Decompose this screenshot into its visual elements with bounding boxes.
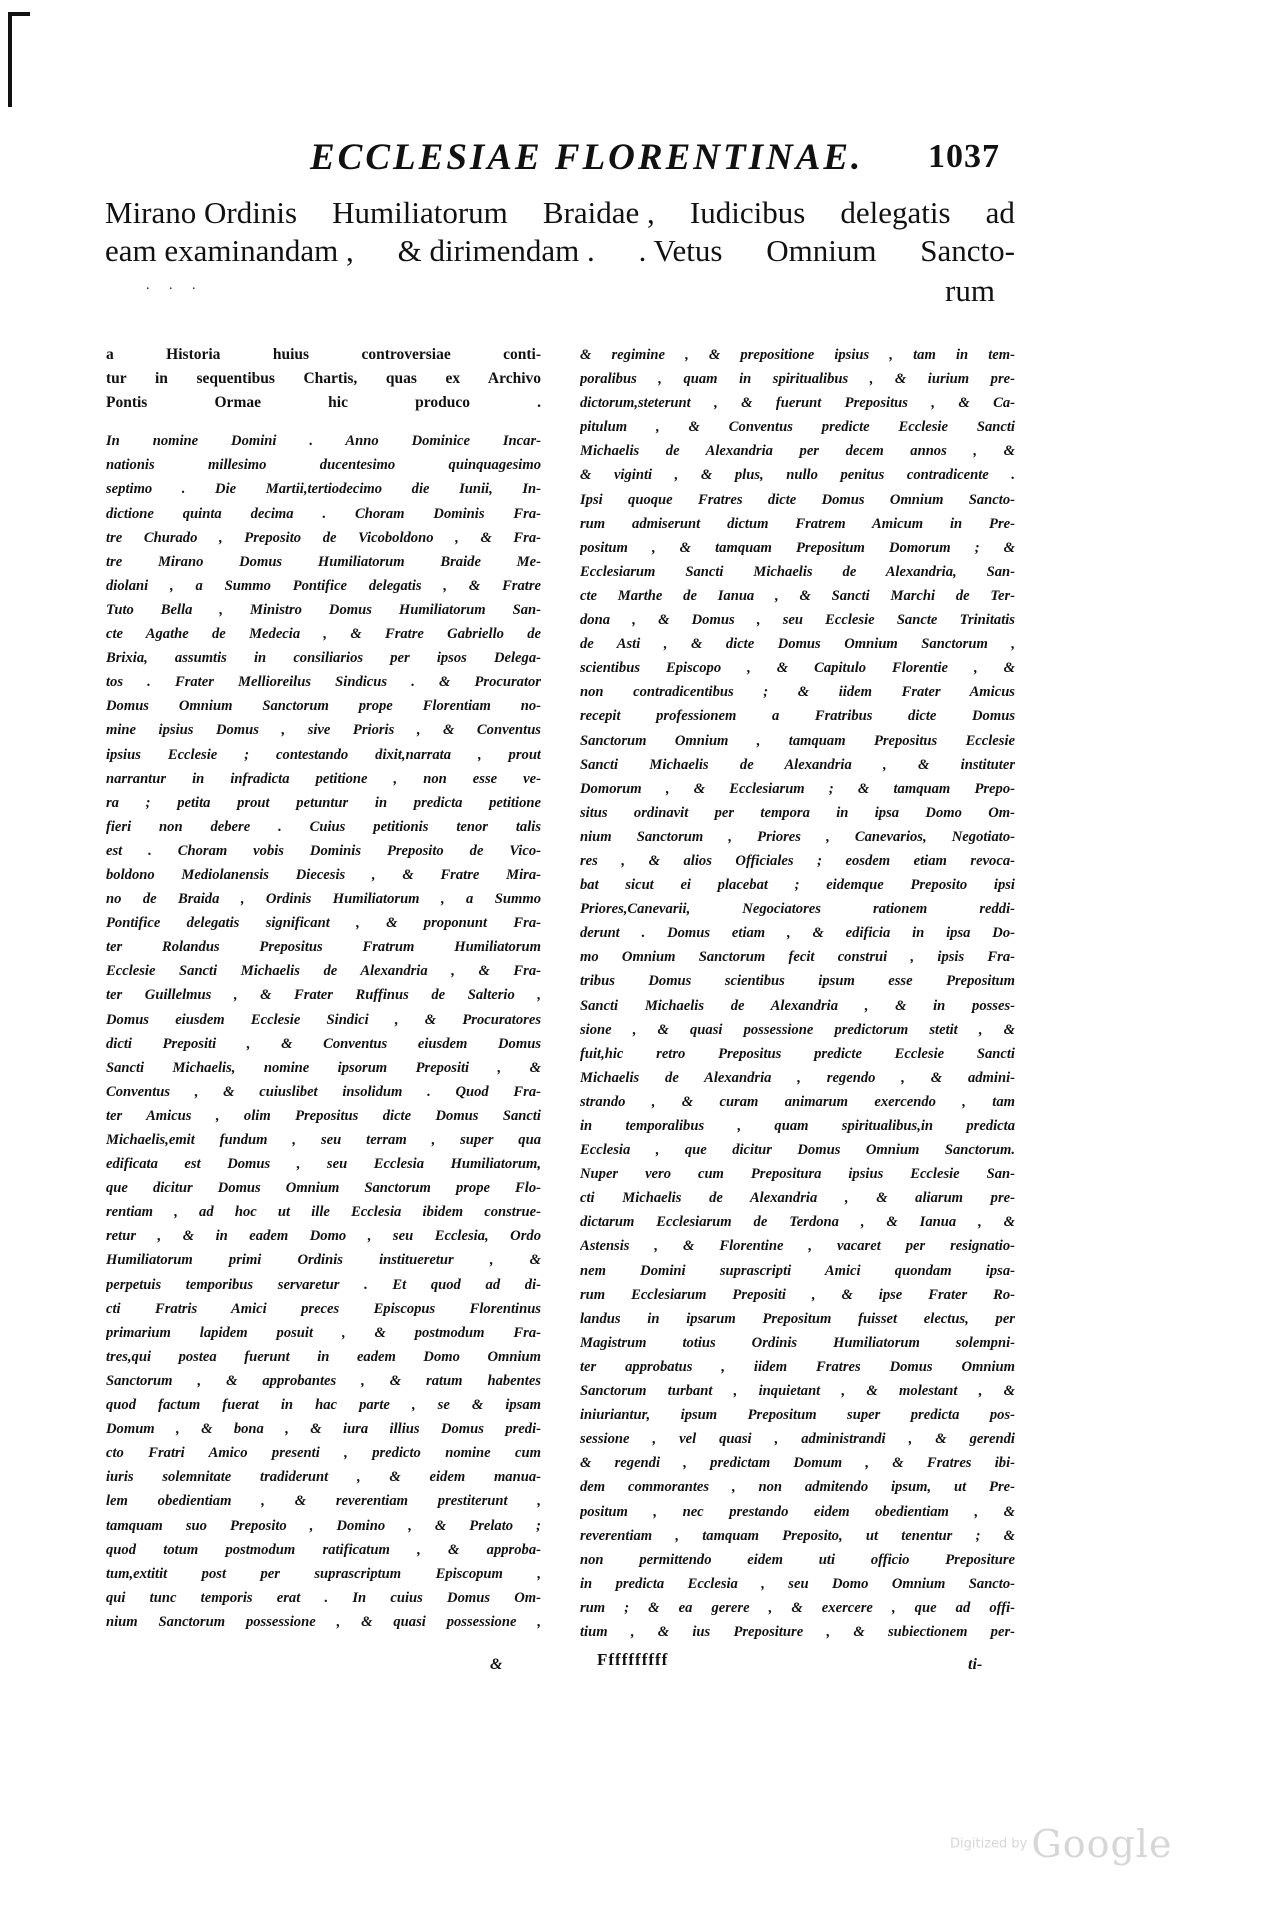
text-line: In nomine Domini . Anno Dominice Incar- (106, 433, 541, 450)
text-line: que dicitur Domus Omnium Sanctorum prope Flo- (106, 1180, 541, 1197)
intro-line: tur in sequentibus Chartis, quas ex Archivo (106, 370, 541, 388)
text-line: Sancti Michaelis de Alexandria , & in posses- (580, 997, 1015, 1014)
heading-word: delegatis (840, 195, 951, 230)
text-line: nium Sanctorum , Priores , Canevarios, Negotiato- (580, 828, 1015, 845)
intro-line: Pontis Ormae hic produco . (106, 394, 541, 412)
text-line: cte Marthe de Ianua , & Sancti Marchi de Ter- (580, 587, 1015, 604)
text-line: Nuper vero cum Prepositura ipsius Ecclesie San- (580, 1166, 1015, 1183)
heading-word: & dirimendam . (397, 233, 595, 268)
text-line: positum , nec prestando eidem obedientiam , & (580, 1503, 1015, 1520)
heading-word: . Vetus (638, 233, 723, 268)
text-line: Pontifice delegatis significant , & proponunt Fra- (106, 915, 541, 932)
text-line: Domus eiusdem Ecclesie Sindici , & Procuratores (106, 1011, 541, 1028)
running-title: ECCLESIAE FLORENTINAE. (310, 137, 864, 178)
text-line: Michaelis,emit fundum , seu terram , super qua (106, 1132, 541, 1148)
text-line: nium Sanctorum possessione , & quasi possessione , (106, 1613, 541, 1630)
text-line: Domus Omnium Sanctorum prope Florentiam no- (106, 698, 541, 715)
text-line: Sanctorum , & approbantes , & ratum habentes (106, 1372, 541, 1389)
text-line: Sanctorum Omnium , tamquam Prepositus Ecclesie (580, 732, 1015, 749)
text-line: iniuriantur, ipsum Prepositum super predicta pos- (580, 1407, 1015, 1424)
text-line: Domorum , & Ecclesiarum ; & tamquam Prepo- (580, 780, 1015, 797)
text-line: ter approbatus , iidem Fratres Domus Omnium (580, 1358, 1015, 1375)
text-line: & regendi , predictam Domum , & Fratres ibi- (580, 1455, 1015, 1472)
text-line: strando , & curam animarum exercendo , tam (580, 1093, 1015, 1110)
catchword-left: & (490, 1656, 503, 1673)
heading-word: Mirano Ordinis (105, 195, 298, 230)
text-line: no de Braida , Ordinis Humiliatorum , a Summo (106, 891, 541, 908)
text-line: sione , & quasi possessione predictorum stetit , & (580, 1021, 1015, 1038)
text-line: Magistrum totius Ordinis Humiliatorum solempni- (580, 1334, 1015, 1351)
text-line: edificata est Domus , seu Ecclesia Humiliatorum, (106, 1156, 541, 1173)
text-line: dictione quinta decima . Choram Dominis Fra- (106, 505, 541, 522)
text-line: ter Rolandus Prepositus Fratrum Humiliatorum (106, 939, 541, 956)
text-line: tos . Frater Mellioreilus Sindicus . & Procurator (106, 674, 541, 691)
text-line: septimo . Die Martii,tertiodecimo die Iunii, In- (106, 481, 541, 498)
text-line: Conventus , & cuiuslibet insolidum . Quod Fra- (106, 1083, 541, 1100)
text-line: tre Mirano Domus Humiliatorum Braide Me- (106, 553, 541, 570)
page-edge-mark (8, 12, 12, 107)
heading-word: Omnium (766, 233, 877, 268)
section-heading (105, 194, 1015, 270)
text-line: tium , & ius Prepositure , & subiectionem per- (580, 1623, 1015, 1640)
text-line: sessione , vel quasi , administrandi , & gerendi (580, 1431, 1015, 1448)
paragraph-gap (106, 415, 541, 429)
catchword-right: ti- (968, 1656, 983, 1673)
text-line: & regimine , & prepositione ipsius , tam in tem- (580, 347, 1015, 363)
text-line: ra ; petita prout petuntur in predicta petitione (106, 794, 541, 811)
heading-line-1 (105, 194, 1015, 232)
heading-word: Braidae , (542, 195, 655, 230)
heading-line-2 (105, 232, 1015, 270)
text-line: qui tunc temporis erat . In cuius Domus Om- (106, 1589, 541, 1606)
text-line: poralibus , quam in spiritualibus , & iurium pre- (580, 371, 1015, 388)
text-line: quod totum postmodum ratificatum , & approba- (106, 1541, 541, 1558)
text-line: tribus Domus scientibus ipsum esse Prepositum (580, 973, 1015, 990)
text-line: dona , & Domus , seu Ecclesie Sancte Trinitatis (580, 612, 1015, 629)
text-line: & viginti , & plus, nullo penitus contradicente . (580, 467, 1015, 484)
text-line: situs ordinavit per tempora in ipsa Domo Om- (580, 804, 1015, 821)
text-line: primarium lapidem posuit , & postmodum Fra- (106, 1324, 541, 1341)
text-line: tres,qui postea fuerunt in eadem Domo Omnium (106, 1348, 541, 1365)
text-line: nationis millesimo ducentesimo quinquagesimo (106, 457, 541, 474)
text-line: pitulum , & Conventus predicte Ecclesie Sancti (580, 419, 1015, 436)
heading-word: Sancto- (920, 233, 1015, 268)
text-line: iuris solemnitate tradiderunt , & eidem manua- (106, 1469, 541, 1486)
text-line: Astensis , & Florentine , vacaret per resignatio- (580, 1238, 1015, 1255)
text-line: retur , & in eadem Domo , seu Ecclesia, Ordo (106, 1228, 541, 1245)
right-column (580, 343, 1015, 1644)
text-line: in temporalibus , quam spiritualibus,in predicta (580, 1118, 1015, 1134)
text-line: rentiam , ad hoc ut ille Ecclesia ibidem construe- (106, 1204, 541, 1221)
text-line: Ecclesia , que dicitur Domus Omnium Sanctorum. (580, 1142, 1015, 1159)
text-line: mine ipsius Domus , sive Prioris , & Conventus (106, 722, 541, 739)
text-line: ter Guillelmus , & Frater Ruffinus de Salterio , (106, 987, 541, 1004)
text-line: non permittendo eidem uti officio Prepositure (580, 1551, 1015, 1568)
text-line: Michaelis de Alexandria , regendo , & admini- (580, 1069, 1015, 1086)
text-line: dictarum Ecclesiarum de Terdona , & Ianua , & (580, 1214, 1015, 1231)
heading-word: Iudicibus (689, 195, 806, 230)
text-line: Ecclesiarum Sancti Michaelis de Alexandria, San- (580, 563, 1015, 580)
heading-word: eam examinandam , (105, 233, 354, 268)
text-line: cto Fratri Amico presenti , predicto nomine cum (106, 1445, 541, 1462)
text-line: boldono Mediolanensis Diecesis , & Fratre Mira- (106, 866, 541, 883)
text-line: Ecclesie Sancti Michaelis de Alexandria , & Fra- (106, 963, 541, 980)
text-line: quod factum fuerat in hac parte , se & ipsam (106, 1397, 541, 1414)
text-line: Brixia, assumtis in consiliarios per ipsos Delega- (106, 650, 541, 667)
heading-mark: . . . (146, 278, 204, 293)
text-line: positum , & tamquam Prepositum Domorum ; & (580, 539, 1015, 556)
text-line: in predicta Ecclesia , seu Domo Omnium Sancto- (580, 1575, 1015, 1592)
text-line: rum admiserunt dictum Fratrem Amicum in Pre- (580, 515, 1015, 532)
text-line: diolani , a Summo Pontifice delegatis , & Fratre (106, 577, 541, 594)
text-line: cti Fratris Amici preces Episcopus Florentinus (106, 1300, 541, 1317)
text-line: tum,extitit post per suprascriptum Episcopum , (106, 1565, 541, 1582)
heading-word: ad (985, 195, 1015, 230)
text-line: rum ; & ea gerere , & exercere , que ad offi- (580, 1599, 1015, 1616)
text-line: lem obedientiam , & reverentiam prestiterunt , (106, 1493, 541, 1510)
text-line: derunt . Domus etiam , & edificia in ipsa Do- (580, 925, 1015, 942)
text-line: Humiliatorum primi Ordinis institueretur , & (106, 1252, 541, 1269)
text-line: Sancti Michaelis, nomine ipsorum Prepositi , & (106, 1059, 541, 1076)
text-line: fuit,hic retro Prepositus predicte Ecclesie Sancti (580, 1045, 1015, 1062)
text-line: de Asti , & dicte Domus Omnium Sanctorum , (580, 636, 1015, 653)
text-line: perpetuis temporibus servaretur . Et quod ad di- (106, 1276, 541, 1293)
text-line: bat sicut ei placebat ; eidemque Preposito ipsi (580, 877, 1015, 894)
watermark-prefix: Digitized by (950, 1836, 1028, 1852)
left-column (106, 343, 541, 1634)
intro-line: a Historia huius controversiae conti- (106, 346, 541, 363)
text-line: rum Ecclesiarum Prepositi , & ipse Frater Ro- (580, 1286, 1015, 1303)
page-number: 1037 (928, 138, 1000, 175)
text-line: non contradicentibus ; & iidem Frater Amicus (580, 684, 1015, 701)
text-line: ter Amicus , olim Prepositus dicte Domus Sancti (106, 1107, 541, 1124)
text-line: est . Choram vobis Dominis Preposito de Vico- (106, 842, 541, 859)
text-line: res , & alios Officiales ; eosdem etiam revoca- (580, 852, 1015, 869)
page-edge-mark-top (8, 12, 30, 16)
text-line: recepit professionem a Fratribus dicte Domus (580, 708, 1015, 725)
text-line: dem commorantes , non admitendo ipsum, ut Pre- (580, 1479, 1015, 1496)
text-line: dicti Prepositi , & Conventus eiusdem Domus (106, 1035, 541, 1052)
text-line: tamquam suo Preposito , Domino , & Prelato ; (106, 1517, 541, 1534)
text-line: Tuto Bella , Ministro Domus Humiliatorum San- (106, 601, 541, 618)
text-line: Ipsi quoque Fratres dicte Domus Omnium Sancto- (580, 491, 1015, 508)
text-line: Priores,Canevarii, Negociatores rationem reddi- (580, 901, 1015, 918)
text-line: cte Agathe de Medecia , & Fratre Gabriello de (106, 626, 541, 643)
text-line: landus in ipsarum Prepositum fuisset electus, per (580, 1310, 1015, 1327)
text-line: nem Domini suprascripti Amici quondam ipsa- (580, 1262, 1015, 1279)
text-line: fieri non debere . Cuius petitionis tenor talis (106, 818, 541, 835)
text-line: Sancti Michaelis de Alexandria , & instituter (580, 756, 1015, 773)
running-head (310, 136, 1000, 186)
heading-line-3: rum (945, 273, 995, 308)
text-line: cti Michaelis de Alexandria , & aliarum pre- (580, 1190, 1015, 1207)
signature-mark: Ffffffffff (597, 1650, 669, 1669)
text-line: tre Churado , Preposito de Vicoboldono , & Fra- (106, 529, 541, 546)
text-line: narrantur in infradicta petitione , non esse ve- (106, 770, 541, 787)
text-line: reverentiam , tamquam Preposito, ut tenentur ; & (580, 1527, 1015, 1544)
text-line: dictorum,steterunt , & fuerunt Prepositus , & Ca- (580, 395, 1015, 412)
text-line: scientibus Episcopo , & Capitulo Florentie , & (580, 660, 1015, 677)
text-line: ipsius Ecclesie ; contestando dixit,narrata , prout (106, 746, 541, 763)
text-line: Sanctorum turbant , inquietant , & molestant , & (580, 1383, 1015, 1400)
digitized-watermark (950, 1822, 1172, 1866)
text-line: Domum , & bona , & iura illius Domus predi- (106, 1421, 541, 1438)
text-line: mo Omnium Sanctorum fecit construi , ipsis Fra- (580, 949, 1015, 966)
watermark-brand: Google (1031, 1822, 1173, 1866)
text-line: Michaelis de Alexandria per decem annos , & (580, 443, 1015, 460)
heading-word: Humiliatorum (332, 195, 508, 230)
